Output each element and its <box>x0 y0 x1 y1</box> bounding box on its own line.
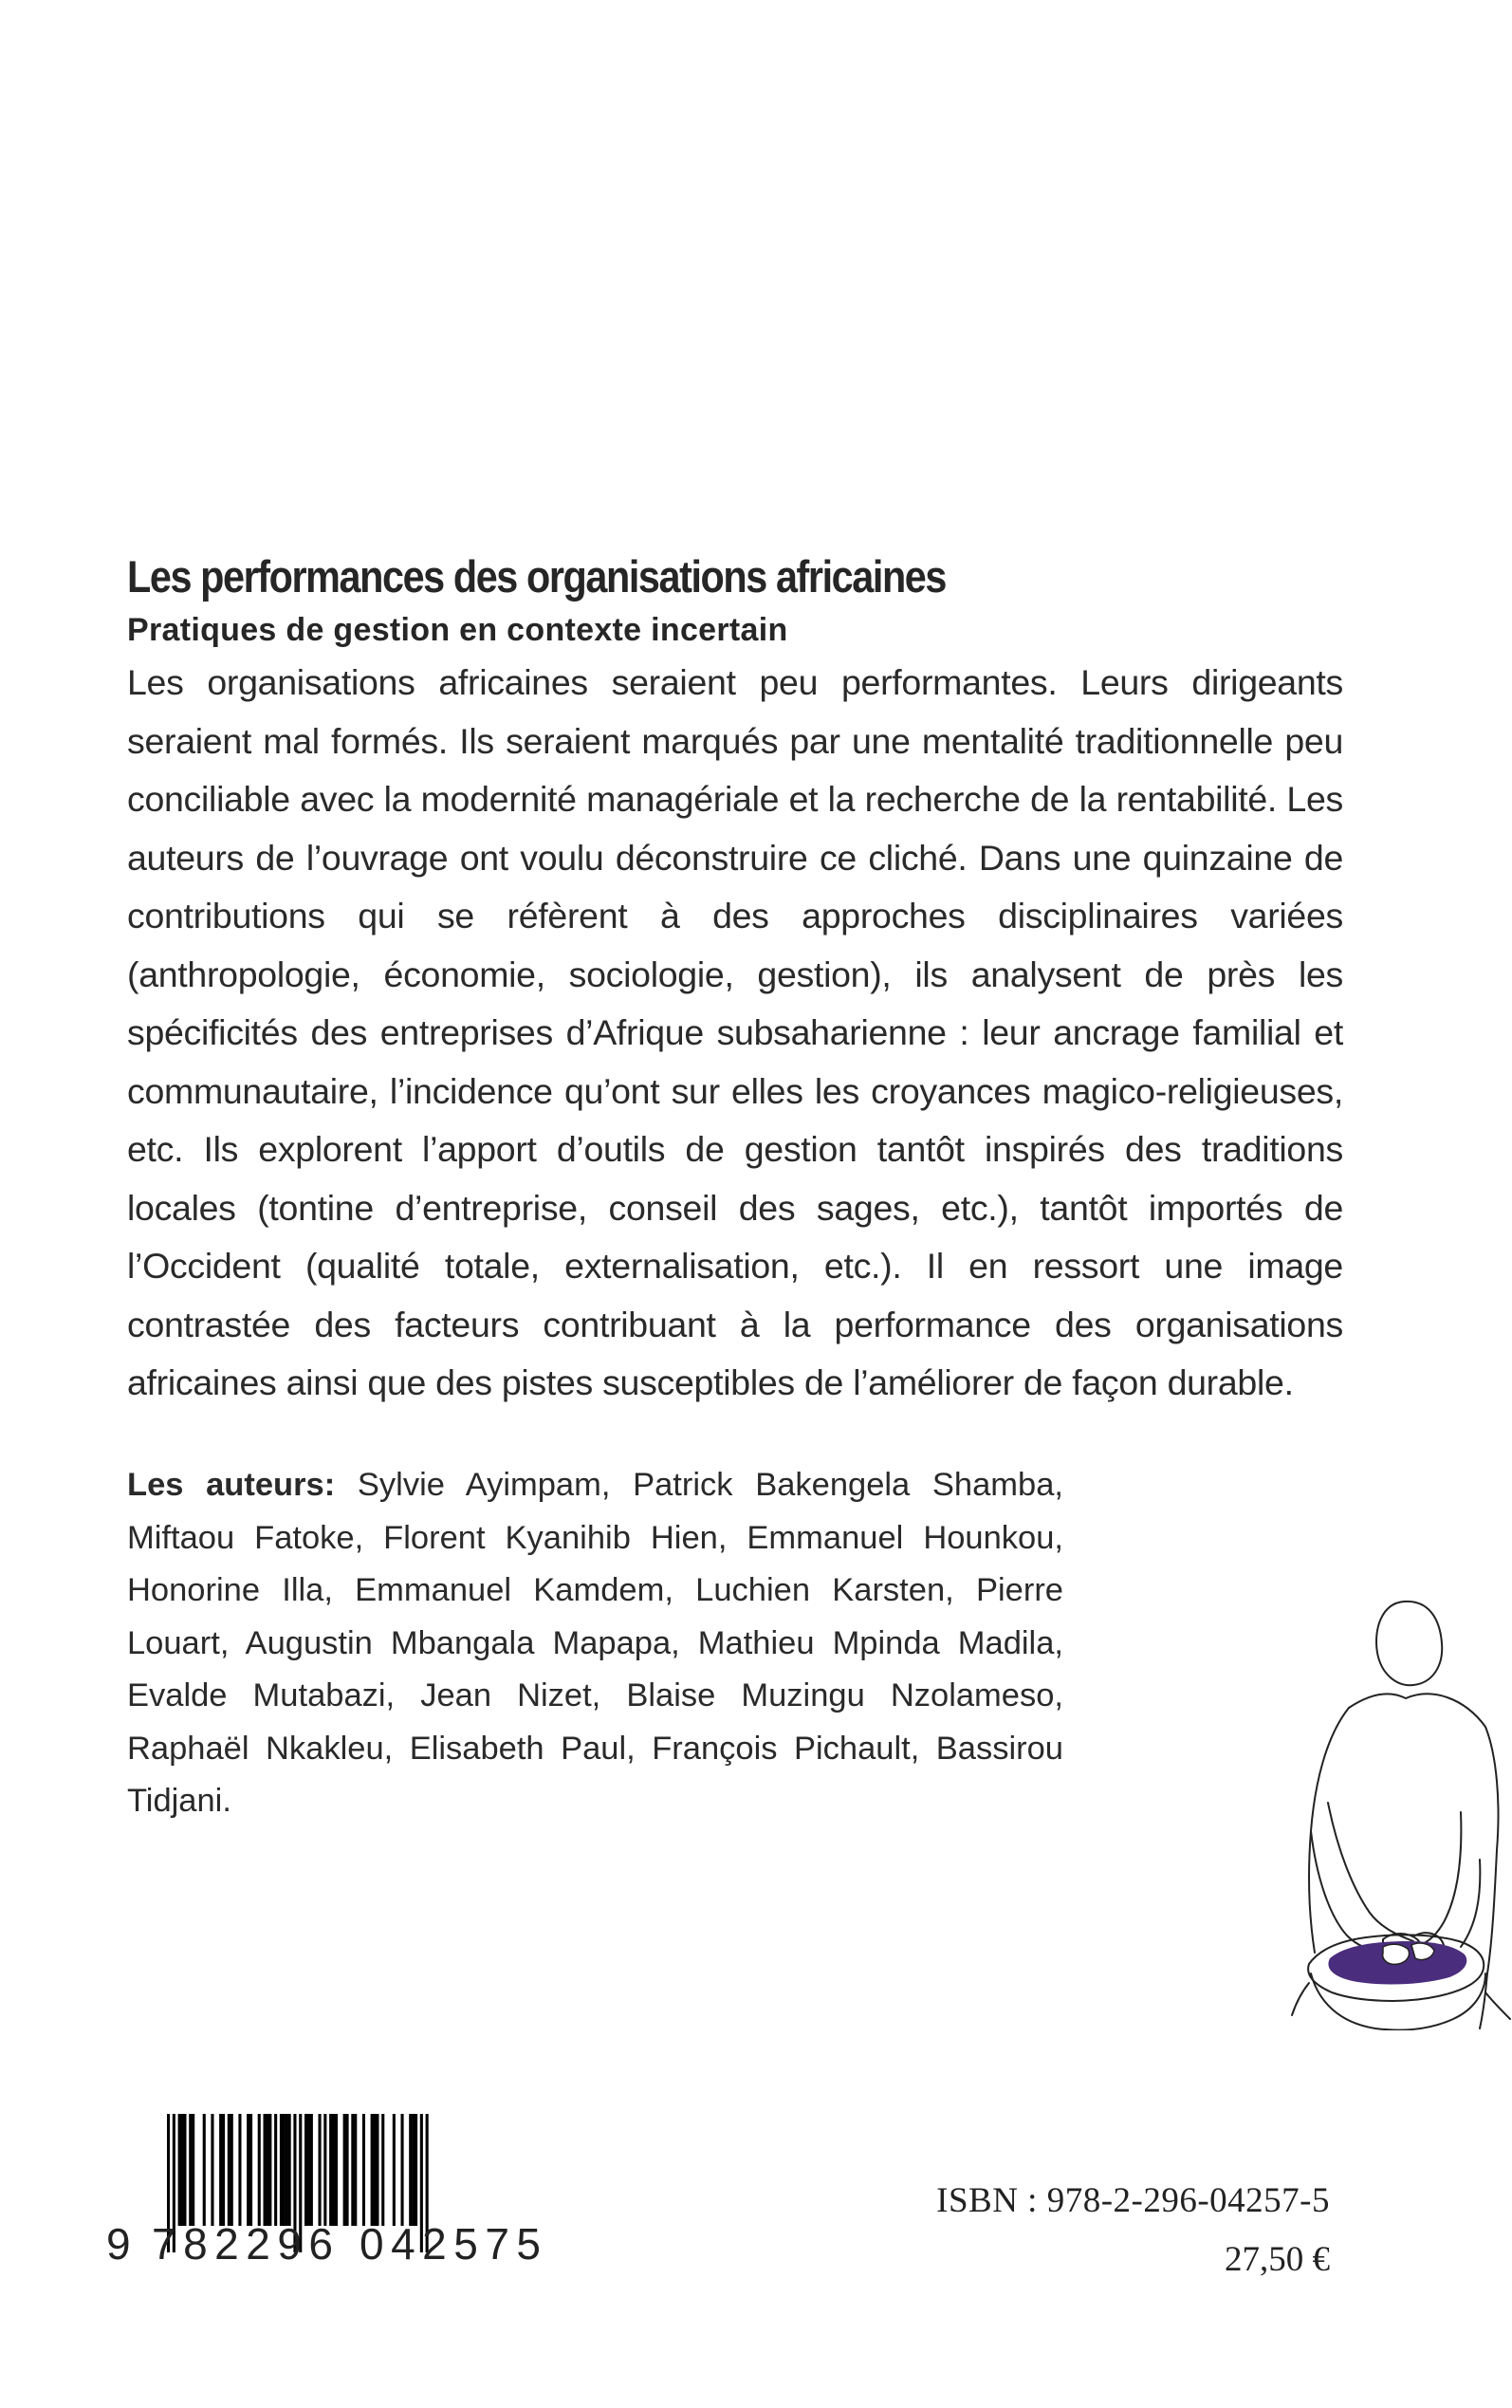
barcode-bar <box>230 2114 233 2226</box>
barcode-bar <box>178 2114 181 2226</box>
barcode-bar <box>280 2114 283 2226</box>
barcode-bar <box>335 2114 338 2226</box>
barcode-bar <box>183 2114 186 2226</box>
barcode-bar <box>304 2114 307 2226</box>
barcode-bar <box>286 2114 288 2226</box>
barcode-bar <box>211 2114 213 2226</box>
barcode-right-group: 042575 <box>360 2219 548 2269</box>
barcode-bar <box>264 2114 267 2226</box>
barcode-bar <box>346 2114 349 2226</box>
barcode-bar <box>371 2114 374 2226</box>
barcode-bar <box>258 2114 261 2226</box>
barcode-bar <box>219 2114 222 2226</box>
authors-label: Les auteurs: <box>127 1467 336 1503</box>
barcode-bar <box>362 2114 365 2226</box>
barcode-bar <box>222 2114 225 2226</box>
figure-head <box>1376 1602 1442 1685</box>
barcode-bar <box>310 2114 313 2226</box>
barcode-bar <box>274 2114 277 2226</box>
barcode-bar <box>247 2114 249 2226</box>
barcode-bar <box>393 2114 396 2226</box>
barcode-bar <box>374 2114 377 2226</box>
barcode-bar <box>415 2114 417 2226</box>
barcode-bar <box>354 2114 357 2226</box>
barcode-bar <box>381 2114 384 2226</box>
book-title: Les performances des organisations africaines <box>127 551 947 602</box>
barcode-bar <box>266 2114 268 2226</box>
barcode-bar <box>283 2114 286 2226</box>
barcode-bar <box>329 2114 332 2226</box>
barcode-bar <box>401 2114 404 2226</box>
barcode-bar <box>288 2114 291 2226</box>
price-label: 27,50 € <box>1225 2240 1330 2279</box>
barcode-bar <box>323 2114 326 2226</box>
barcode-bar <box>412 2114 415 2226</box>
isbn-label: ISBN : 978-2-296-04257-5 <box>936 2181 1330 2220</box>
barcode-bar <box>228 2114 230 2226</box>
barcode-left-group: 782296 <box>152 2219 341 2269</box>
barcode-bar <box>189 2114 192 2226</box>
barcode-bar <box>376 2114 378 2226</box>
barcode-bar <box>249 2114 252 2226</box>
barcode-first-digit: 9 <box>106 2219 131 2269</box>
barcode-bar <box>181 2114 184 2226</box>
authors-paragraph <box>127 1459 1063 1828</box>
barcode-bar <box>332 2114 335 2226</box>
barcode-bar <box>307 2114 310 2226</box>
book-subtitle: Pratiques de gestion en contexte incertain <box>127 612 788 648</box>
seated-figure-illustration <box>1290 1594 1512 2030</box>
barcode-bar <box>203 2114 206 2226</box>
authors-list: Sylvie Ayimpam, Patrick Bakengela Shamba, Miftaou Fatoke, Florent Kyanihib Hien, Emmanuel Hounkou, Honorine Illa, Emmanuel Kamdem, Luchien Karsten, Pierre Louart, Augustin Mbangala Mapapa, Mathieu Mpinda Madila, Evalde Mutabazi, Jean Nizet, Blaise Muzingu Nzolameso, Raphaël Nkakleu, Elisabeth Paul, François Pichault, Bassirou Tidjani. <box>127 1467 1063 1819</box>
barcode-bar <box>192 2114 194 2226</box>
barcode-bar <box>238 2114 241 2226</box>
barcode-bar <box>351 2114 354 2226</box>
back-cover-summary: Les organisations africaines seraient peu performantes. Leurs dirigeants seraient mal formés. Ils seraient marqués par une mentalité traditionnelle peu conciliable avec la modernité managériale et la recherche de la rentabilité. Les auteurs de l’ouvrage ont voulu déconstruire ce cliché. Dans une quinzaine de contributions qui se réfèrent à des approches disciplinaires variées (anthropologie, économie, sociologie, gestion), ils analysent de près les spécificités des entreprises d’Afrique subsaharienne : leur ancrage familial et communautaire, l’incidence qu’ont sur elles les croyances magico-religieuses, etc. Ils explorent l’apport d’outils de gestion tantôt inspirés des traditions locales (tontine d’entreprise, conseil des sages, etc.), tantôt importés de l’Occident (qualité totale, externalisation, etc.). Il en ressort une image contrastée des facteurs contribuant à la performance des organisations africaines ainsi que des pistes susceptibles de l’améliorer de façon durable. <box>127 662 1343 1402</box>
barcode-bar <box>319 2114 322 2226</box>
barcode-bar <box>268 2114 271 2226</box>
barcode-bar <box>343 2114 346 2226</box>
barcode-bar <box>409 2114 412 2226</box>
